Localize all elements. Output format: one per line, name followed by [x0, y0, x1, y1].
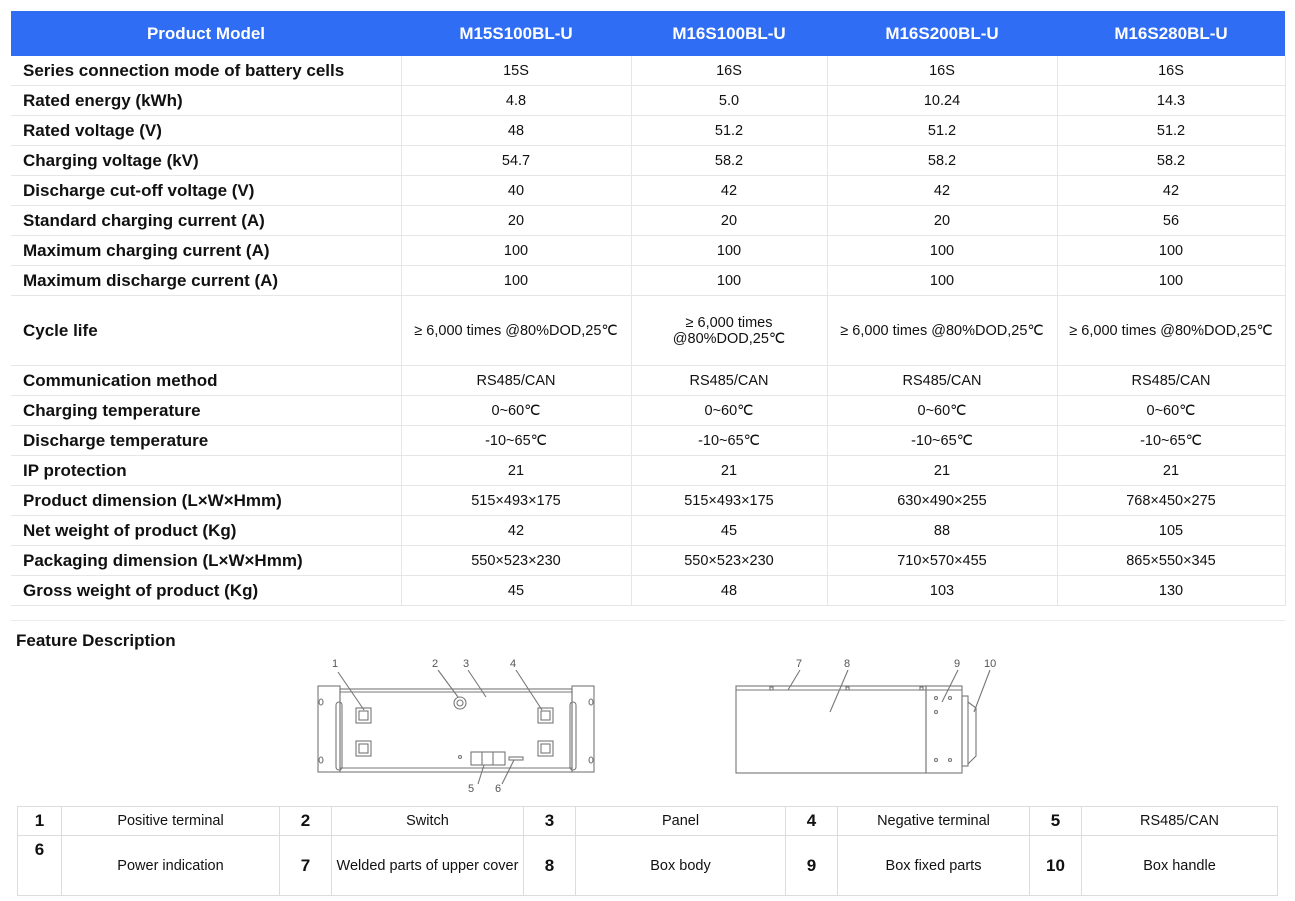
- spec-cell: 58.2: [827, 146, 1057, 176]
- legend-label: Power indication: [62, 836, 280, 896]
- spec-row: [11, 396, 1285, 426]
- legend-number: 6: [18, 836, 62, 896]
- spec-cell: 4.8: [401, 86, 631, 116]
- spec-cell: 130: [1057, 576, 1285, 606]
- legend-label: Box fixed parts: [838, 836, 1030, 896]
- spec-row-label: Product dimension (L×W×Hmm): [11, 486, 401, 516]
- spec-cell: 88: [827, 516, 1057, 546]
- spec-cell: 515×493×175: [631, 486, 827, 516]
- legend-number: 2: [280, 807, 332, 836]
- spec-cell: 103: [827, 576, 1057, 606]
- spec-cell: 54.7: [401, 146, 631, 176]
- spec-table-body: [11, 56, 1285, 606]
- spec-row-label: Packaging dimension (L×W×Hmm): [11, 546, 401, 576]
- callout-5: 5: [468, 783, 475, 794]
- legend-number: 4: [786, 807, 838, 836]
- spec-row: [11, 366, 1285, 396]
- spec-row: [11, 426, 1285, 456]
- spec-cell: 16S: [827, 56, 1057, 86]
- spec-cell: RS485/CAN: [631, 366, 827, 396]
- spec-row: [11, 546, 1285, 576]
- spec-cell: 56: [1057, 206, 1285, 236]
- spec-cell: 40: [401, 176, 631, 206]
- spec-row-label: Maximum charging current (A): [11, 236, 401, 266]
- spec-cell: 100: [401, 266, 631, 296]
- callout-8: 8: [844, 658, 851, 670]
- callout-6: 6: [495, 783, 502, 794]
- legend-number: 8: [524, 836, 576, 896]
- spec-cell: 10.24: [827, 86, 1057, 116]
- feature-description-title: Feature Description: [16, 631, 176, 650]
- legend-label: Negative terminal: [838, 807, 1030, 836]
- spec-cell: 0~60℃: [827, 396, 1057, 426]
- header-model-3: M16S200BL-U: [827, 11, 1057, 56]
- spec-cell: 100: [827, 236, 1057, 266]
- battery-front-view-diagram: [308, 652, 598, 794]
- spec-row-label: Gross weight of product (Kg): [11, 576, 401, 606]
- spec-cell: 42: [401, 516, 631, 546]
- spec-cell: 14.3: [1057, 86, 1285, 116]
- spec-row-label: Rated energy (kWh): [11, 86, 401, 116]
- legend-number: 10: [1030, 836, 1082, 896]
- legend-number: 3: [524, 807, 576, 836]
- spec-row: [11, 266, 1285, 296]
- legend-number: 1: [18, 807, 62, 836]
- spec-cell: RS485/CAN: [401, 366, 631, 396]
- spec-cell: 0~60℃: [401, 396, 631, 426]
- header-model-4: M16S280BL-U: [1057, 11, 1285, 56]
- spec-row-label: Cycle life: [11, 296, 401, 366]
- callout-3: 3: [463, 658, 470, 670]
- spec-cell: 100: [631, 236, 827, 266]
- spec-cell: 21: [1057, 456, 1285, 486]
- legend-label: RS485/CAN: [1082, 807, 1278, 836]
- section-divider: [11, 620, 1285, 621]
- spec-cell: ≥ 6,000 times @80%DOD,25℃: [827, 296, 1057, 366]
- legend-label: Box handle: [1082, 836, 1278, 896]
- legend-number: 7: [280, 836, 332, 896]
- spec-cell: 105: [1057, 516, 1285, 546]
- spec-cell: -10~65℃: [827, 426, 1057, 456]
- legend-label: Positive terminal: [62, 807, 280, 836]
- header-model-1: M15S100BL-U: [401, 11, 631, 56]
- spec-cell: 21: [401, 456, 631, 486]
- spec-cell: 515×493×175: [401, 486, 631, 516]
- legend-number: 9: [786, 836, 838, 896]
- spec-row: [11, 236, 1285, 266]
- spec-cell: 0~60℃: [1057, 396, 1285, 426]
- callout-7: 7: [796, 658, 803, 670]
- spec-cell: 20: [631, 206, 827, 236]
- spec-cell: 0~60℃: [631, 396, 827, 426]
- spec-cell: 5.0: [631, 86, 827, 116]
- legend-label: Welded parts of upper cover: [332, 836, 524, 896]
- legend-label: Switch: [332, 807, 524, 836]
- spec-cell: 865×550×345: [1057, 546, 1285, 576]
- spec-cell: 16S: [1057, 56, 1285, 86]
- spec-row: [11, 486, 1285, 516]
- spec-row: [11, 176, 1285, 206]
- spec-cell: 100: [631, 266, 827, 296]
- legend-row: [18, 807, 1278, 836]
- spec-row: [11, 576, 1285, 606]
- feature-legend-table: [17, 806, 1278, 896]
- spec-cell: 58.2: [1057, 146, 1285, 176]
- legend-row: [18, 836, 1278, 896]
- spec-cell: RS485/CAN: [1057, 366, 1285, 396]
- spec-row: [11, 116, 1285, 146]
- spec-cell: 58.2: [631, 146, 827, 176]
- legend-label: Panel: [576, 807, 786, 836]
- spec-cell: 20: [401, 206, 631, 236]
- callout-1: 1: [332, 658, 339, 670]
- spec-cell: -10~65℃: [401, 426, 631, 456]
- callout-10: 10: [984, 658, 997, 670]
- spec-cell: ≥ 6,000 times @80%DOD,25℃: [1057, 296, 1285, 366]
- spec-row: [11, 516, 1285, 546]
- spec-cell: 15S: [401, 56, 631, 86]
- header-product-model: Product Model: [11, 11, 401, 56]
- spec-cell: -10~65℃: [1057, 426, 1285, 456]
- spec-cell: 100: [1057, 266, 1285, 296]
- spec-row-label: Rated voltage (V): [11, 116, 401, 146]
- spec-cell: 100: [401, 236, 631, 266]
- spec-row-label: Standard charging current (A): [11, 206, 401, 236]
- spec-cell: -10~65℃: [631, 426, 827, 456]
- spec-cell: 48: [631, 576, 827, 606]
- spec-cell: 630×490×255: [827, 486, 1057, 516]
- spec-cell: ≥ 6,000 times @80%DOD,25℃: [631, 296, 827, 366]
- spec-cell: 550×523×230: [631, 546, 827, 576]
- spec-cell: 45: [631, 516, 827, 546]
- spec-row: [11, 456, 1285, 486]
- spec-row-label: IP protection: [11, 456, 401, 486]
- battery-side-view-diagram: [728, 652, 1008, 778]
- callout-9: 9: [954, 658, 961, 670]
- spec-cell: ≥ 6,000 times @80%DOD,25℃: [401, 296, 631, 366]
- spec-row: [11, 86, 1285, 116]
- spec-row-label: Communication method: [11, 366, 401, 396]
- spec-cell: 45: [401, 576, 631, 606]
- spec-cell: 48: [401, 116, 631, 146]
- callout-4: 4: [510, 658, 517, 670]
- spec-row: [11, 296, 1285, 366]
- spec-cell: 21: [827, 456, 1057, 486]
- spec-cell: 42: [827, 176, 1057, 206]
- legend-label: Box body: [576, 836, 786, 896]
- spec-cell: 550×523×230: [401, 546, 631, 576]
- spec-row-label: Net weight of product (Kg): [11, 516, 401, 546]
- callout-2: 2: [432, 658, 439, 670]
- spec-cell: 100: [1057, 236, 1285, 266]
- spec-row: [11, 146, 1285, 176]
- spec-cell: 51.2: [1057, 116, 1285, 146]
- spec-row: [11, 206, 1285, 236]
- spec-row-label: Series connection mode of battery cells: [11, 56, 401, 86]
- spec-row: [11, 56, 1285, 86]
- spec-row-label: Charging voltage (kV): [11, 146, 401, 176]
- spec-header-row: [11, 11, 1285, 56]
- spec-cell: 42: [1057, 176, 1285, 206]
- spec-row-label: Discharge temperature: [11, 426, 401, 456]
- spec-cell: 21: [631, 456, 827, 486]
- spec-cell: 51.2: [631, 116, 827, 146]
- spec-cell: 51.2: [827, 116, 1057, 146]
- spec-row-label: Discharge cut-off voltage (V): [11, 176, 401, 206]
- spec-cell: 100: [827, 266, 1057, 296]
- legend-number: 5: [1030, 807, 1082, 836]
- spec-row-label: Charging temperature: [11, 396, 401, 426]
- spec-cell: 42: [631, 176, 827, 206]
- spec-row-label: Maximum discharge current (A): [11, 266, 401, 296]
- spec-cell: 710×570×455: [827, 546, 1057, 576]
- spec-cell: RS485/CAN: [827, 366, 1057, 396]
- spec-cell: 768×450×275: [1057, 486, 1285, 516]
- spec-table: [11, 11, 1286, 606]
- spec-cell: 20: [827, 206, 1057, 236]
- header-model-2: M16S100BL-U: [631, 11, 827, 56]
- spec-cell: 16S: [631, 56, 827, 86]
